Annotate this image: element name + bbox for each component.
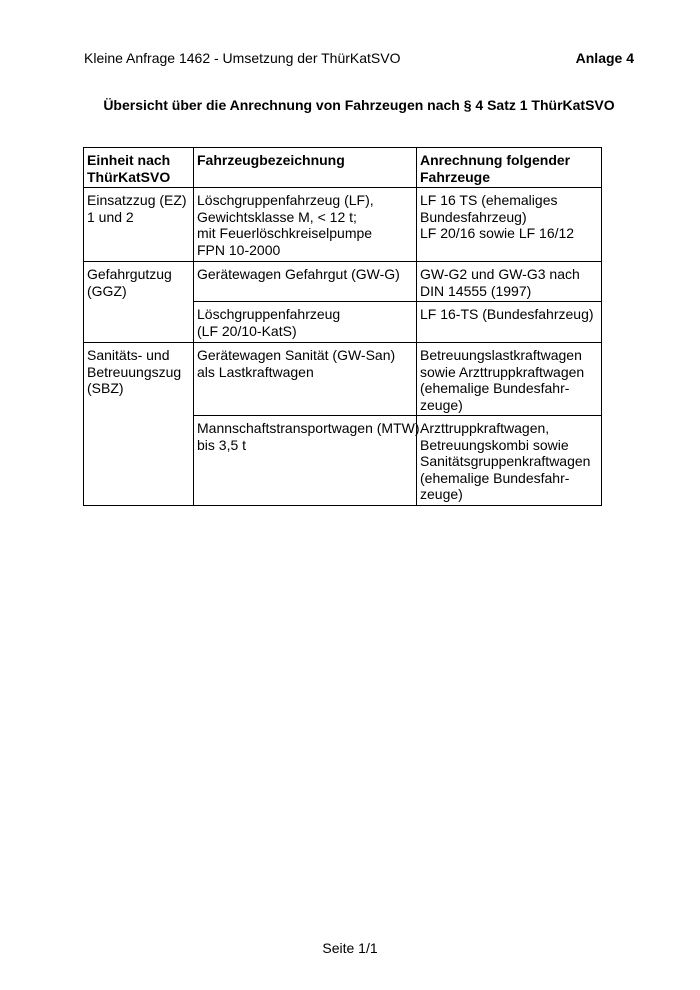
column-header-unit: Einheit nach ThürKatSVO [84,148,194,188]
vehicle-cell: Löschgruppenfahrzeug (LF 20/10-KatS) [194,302,417,343]
annex-label: Anlage 4 [575,50,634,66]
vehicle-cell: Mannschaftstransportwagen (MTW) bis 3,5 t [194,416,417,506]
vehicle-cell: Gerätewagen Gefahrgut (GW-G) [194,262,417,302]
table-header-row [84,148,602,188]
table-row [84,188,602,262]
page-number: Seite 1/1 [322,940,378,956]
unit-cell: Sanitäts- und Betreuungszug (SBZ) [84,343,194,506]
credit-cell: Betreuungslastkraftwagen sowie Arzttruppkraftwagen (ehemalige Bundesfahr- zeuge) [417,343,602,416]
credit-cell: LF 16-TS (Bundesfahrzeug) [417,302,602,343]
vehicle-cell: Löschgruppenfahrzeug (LF), Gewichtsklasse M, < 12 t; mit Feuerlöschkreiselpumpe FPN 10-2000 [194,188,417,262]
table-caption: Übersicht über die Anrechnung von Fahrzeugen nach § 4 Satz 1 ThürKatSVO [103,97,615,113]
table-row [84,262,602,302]
vehicle-cell: Gerätewagen Sanität (GW-San) als Lastkraftwagen [194,343,417,416]
column-header-vehicle: Fahrzeugbezeichnung [194,148,417,188]
unit-cell: Gefahrgutzug (GGZ) [84,262,194,343]
column-header-credit: Anrechnung folgender Fahrzeuge [417,148,602,188]
vehicle-credit-table [83,147,602,506]
document-header [84,50,634,70]
unit-cell: Einsatzzug (EZ) 1 und 2 [84,188,194,262]
credit-cell: Arzttruppkraftwagen, Betreuungskombi sowie Sanitätsgruppenkraftwagen (ehemalige Bundesfahr- zeuge) [417,416,602,506]
credit-cell: LF 16 TS (ehemaliges Bundesfahrzeug) LF 20/16 sowie LF 16/12 [417,188,602,262]
table-row [84,343,602,416]
credit-cell: GW-G2 und GW-G3 nach DIN 14555 (1997) [417,262,602,302]
document-title: Kleine Anfrage 1462 - Umsetzung der ThürKatSVO [84,50,401,66]
